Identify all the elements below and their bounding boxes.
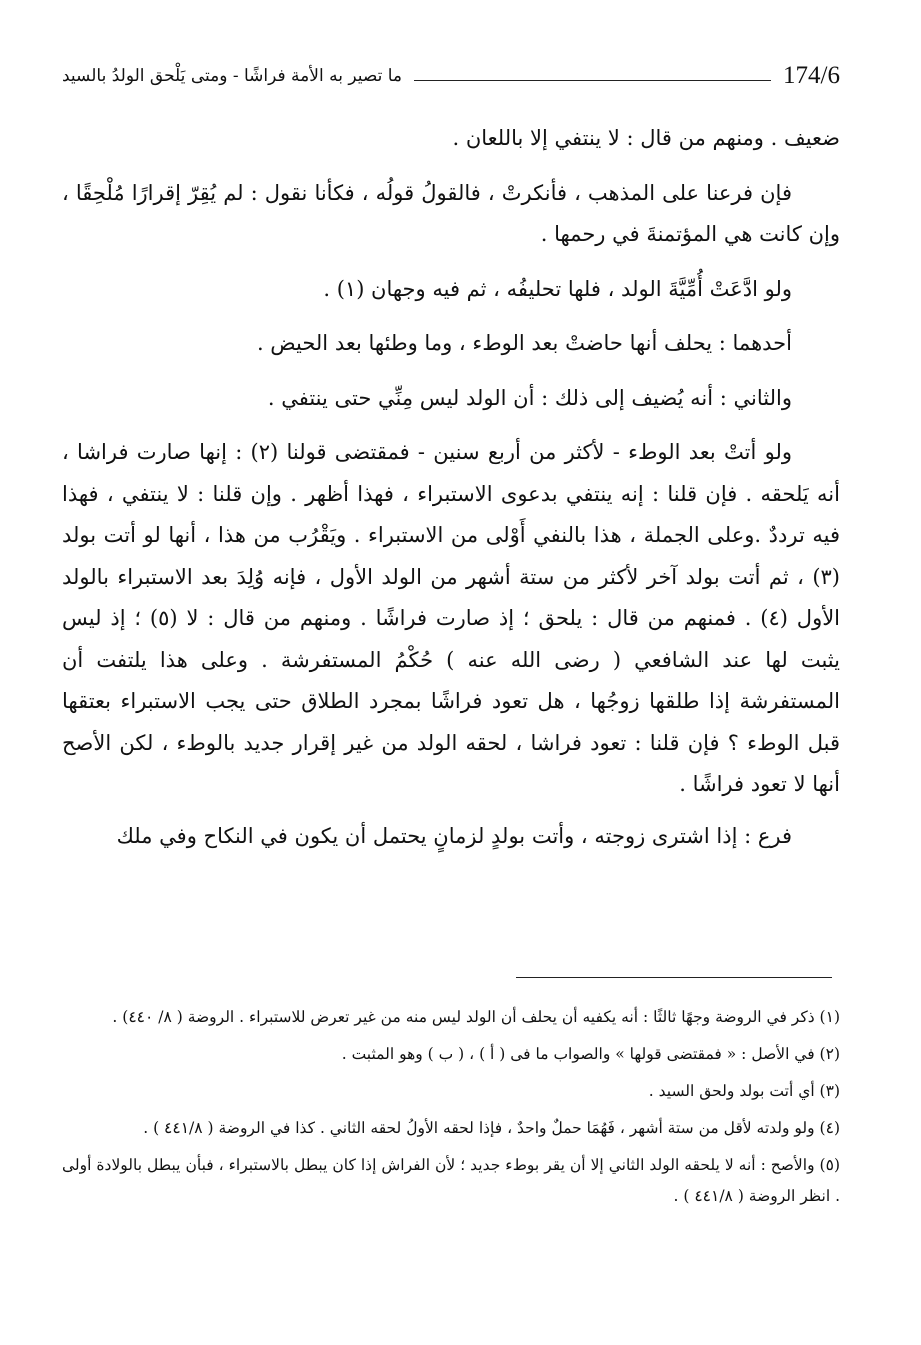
main-text (62, 118, 840, 870)
page-number: 174/6 (783, 62, 840, 89)
footnote: (١) ذكر في الروضة وجهًا ثالثًا : أنه يكفيه أن يحلف أن الولد ليس منه من غير تعرض للاستبراء . الروضة ( ٨/ ٤٤٠) . (112, 1008, 840, 1026)
paragraph: ضعيف . ومنهم من قال : لا ينتفي إلا باللعان . (452, 126, 840, 150)
paragraph: أحدهما : يحلف أنها حاضتْ بعد الوطء ، وما وطئها بعد الحيض . (256, 331, 792, 355)
footnote: (٥) والأصح : أنه لا يلحقه الولد الثاني إلا أن يقر بوطء جديد ؛ لأن الفراش إذا كان يبطل بالاستبراء ، فبأن يبطل بالولادة أولى . انظر الروضة ( ٤٤١/٨ ) . (62, 1156, 840, 1205)
footnotes (62, 1002, 840, 1218)
paragraph: والثاني : أنه يُضيف إلى ذلك : أن الولد ليس مِنِّي حتى ينتفي . (267, 385, 792, 410)
paragraph: ولو ادَّعَتْ أُمِّيَّةَ الولد ، فلها تحليفُه ، ثم فيه وجهان (١) . (323, 276, 792, 301)
footnote-divider (516, 977, 832, 978)
running-header (62, 56, 840, 96)
footnote: (٣) أي أتت بولد ولحق السيد . (648, 1082, 840, 1100)
paragraph: فإن فرعنا على المذهب ، فأنكرتْ ، فالقولُ قولُه ، فكأنا نقول : لم يُقِرّ إقرارًا مُلْحِقًا ، وإن كانت هي المؤتمنةَ في رحمها . (62, 180, 840, 246)
header-divider (414, 80, 771, 81)
paragraph: ولو أتتْ بعد الوطء - لأكثر من أربع سنين - فمقتضى قولنا (٢) : إنها صارت فراشا ، أنه يَلحقه . فإن قلنا : إنه ينتفي بدعوى الاستبراء ، فهذا أظهر . وإن قلنا : لا ينتفي ، فهذا فيه ترددٌ .وعلى الجملة ، هذا بالنفي أَوْلى من الاستبراء . ويَقْرُب من هذا ، أنها لو أتت بولد (٣) ، ثم أتت بولد آخر لأكثر من ستة أشهر من الولد الأول ، فإنه وُلِدَ بعد الاستبراء بالولد الأول (٤) . فمنهم من قال : يلحق ؛ إذ صارت فراشًا . ومنهم من قال : لا (٥) ؛ إذ ليس يثبت لها عند الشافعي ( رضى الله عنه ) حُكْمُ المستفرشة . وعلى هذا يلتفت أن المستفرشة إذا طلقها زوجُها ، هل تعود فراشًا بمجرد الطلاق حتى يجب الاستبراء بعتقها قبل الوطء ؟ فإن قلنا : تعود فراشا ، لحقه الولد من غير إقرار جديد بالوطء ، لكن الأصح أنها لا تعود فراشًا . (62, 440, 841, 796)
footnote: (٢) في الأصل : « فمقتضى قولها » والصواب ما فى ( أ ) ، ( ب ) وهو المثبت . (341, 1045, 840, 1063)
running-title: ما تصير به الأمة فراشًا - ومتى يَلْحق الولدُ بالسيد (62, 66, 403, 86)
paragraph: فرع : إذا اشترى زوجته ، وأتت بولدٍ لزمانٍ يحتمل أن يكون في النكاح وفي ملك (116, 823, 792, 848)
footnote: (٤) ولو ولدته لأقل من ستة أشهر ، فَهُمَا حملٌ واحدٌ ، فإذا لحقه الأولُ لحقه الثاني . كذا في الروضة ( ٤٤١/٨ ) . (143, 1119, 840, 1137)
